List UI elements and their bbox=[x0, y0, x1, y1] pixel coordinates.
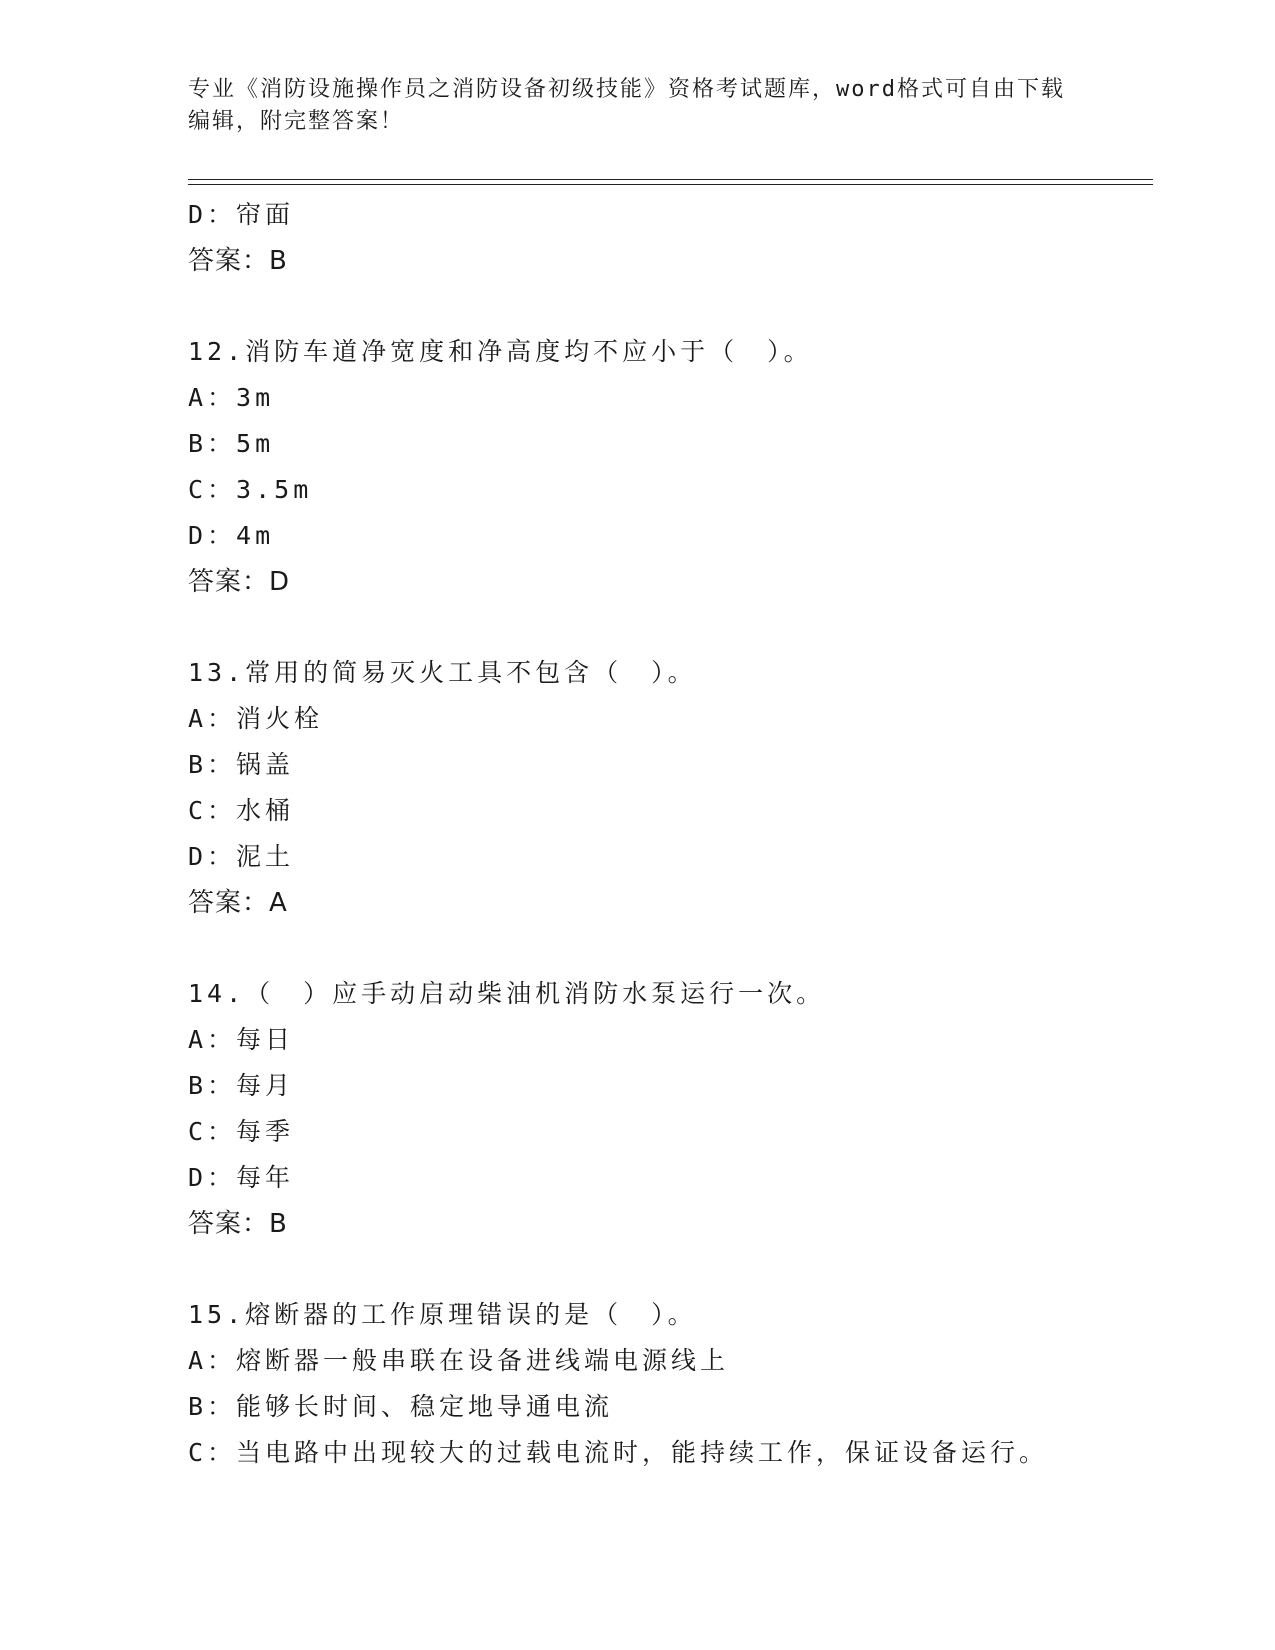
question-content bbox=[188, 192, 1148, 1476]
question-14-answer: 答案：B bbox=[188, 1209, 288, 1239]
answer: 答案：B bbox=[188, 246, 288, 276]
spacer bbox=[188, 605, 1148, 650]
question-13-answer: 答案：A bbox=[188, 888, 288, 918]
question-14-option-b: B：每月 bbox=[188, 1071, 295, 1100]
question-14-option-a: A：每日 bbox=[188, 1025, 295, 1054]
question-15-option-c: C：当电路中出现较大的过载电流时，能持续工作，保证设备运行。 bbox=[188, 1438, 1049, 1467]
question-13-stem: 13.常用的简易灭火工具不包含（ ）。 bbox=[188, 658, 697, 687]
question-12-option-d: D：4m bbox=[188, 521, 275, 550]
header-divider-top bbox=[188, 179, 1153, 180]
spacer bbox=[188, 926, 1148, 971]
question-14-option-d: D：每年 bbox=[188, 1163, 295, 1192]
question-12-option-a: A：3m bbox=[188, 383, 275, 412]
option-d: D：帘面 bbox=[188, 200, 295, 229]
question-12-option-c: C：3.5m bbox=[188, 475, 313, 504]
document-header: 专业《消防设施操作员之消防设备初级技能》资格考试题库，word格式可自由下载编辑，附完整答案！ bbox=[188, 77, 1065, 134]
question-12-answer: 答案：D bbox=[188, 567, 291, 597]
question-14-stem: 14.（ ）应手动启动柴油机消防水泵运行一次。 bbox=[188, 979, 826, 1008]
question-15-option-b: B：能够长时间、稳定地导通电流 bbox=[188, 1392, 614, 1421]
question-13-option-a: A：消火栓 bbox=[188, 704, 324, 733]
header-divider-bottom bbox=[188, 184, 1153, 185]
question-15-stem: 15.熔断器的工作原理错误的是（ ）。 bbox=[188, 1300, 697, 1329]
question-13-option-c: C：水桶 bbox=[188, 796, 295, 825]
spacer bbox=[188, 1247, 1148, 1292]
question-13-option-d: D：泥土 bbox=[188, 842, 295, 871]
spacer bbox=[188, 284, 1148, 329]
question-13-option-b: B：锅盖 bbox=[188, 750, 295, 779]
question-12-option-b: B：5m bbox=[188, 429, 275, 458]
question-15-option-a: A：熔断器一般串联在设备进线端电源线上 bbox=[188, 1346, 730, 1375]
question-14-option-c: C：每季 bbox=[188, 1117, 295, 1146]
question-12-stem: 12.消防车道净宽度和净高度均不应小于（ ）。 bbox=[188, 337, 813, 366]
